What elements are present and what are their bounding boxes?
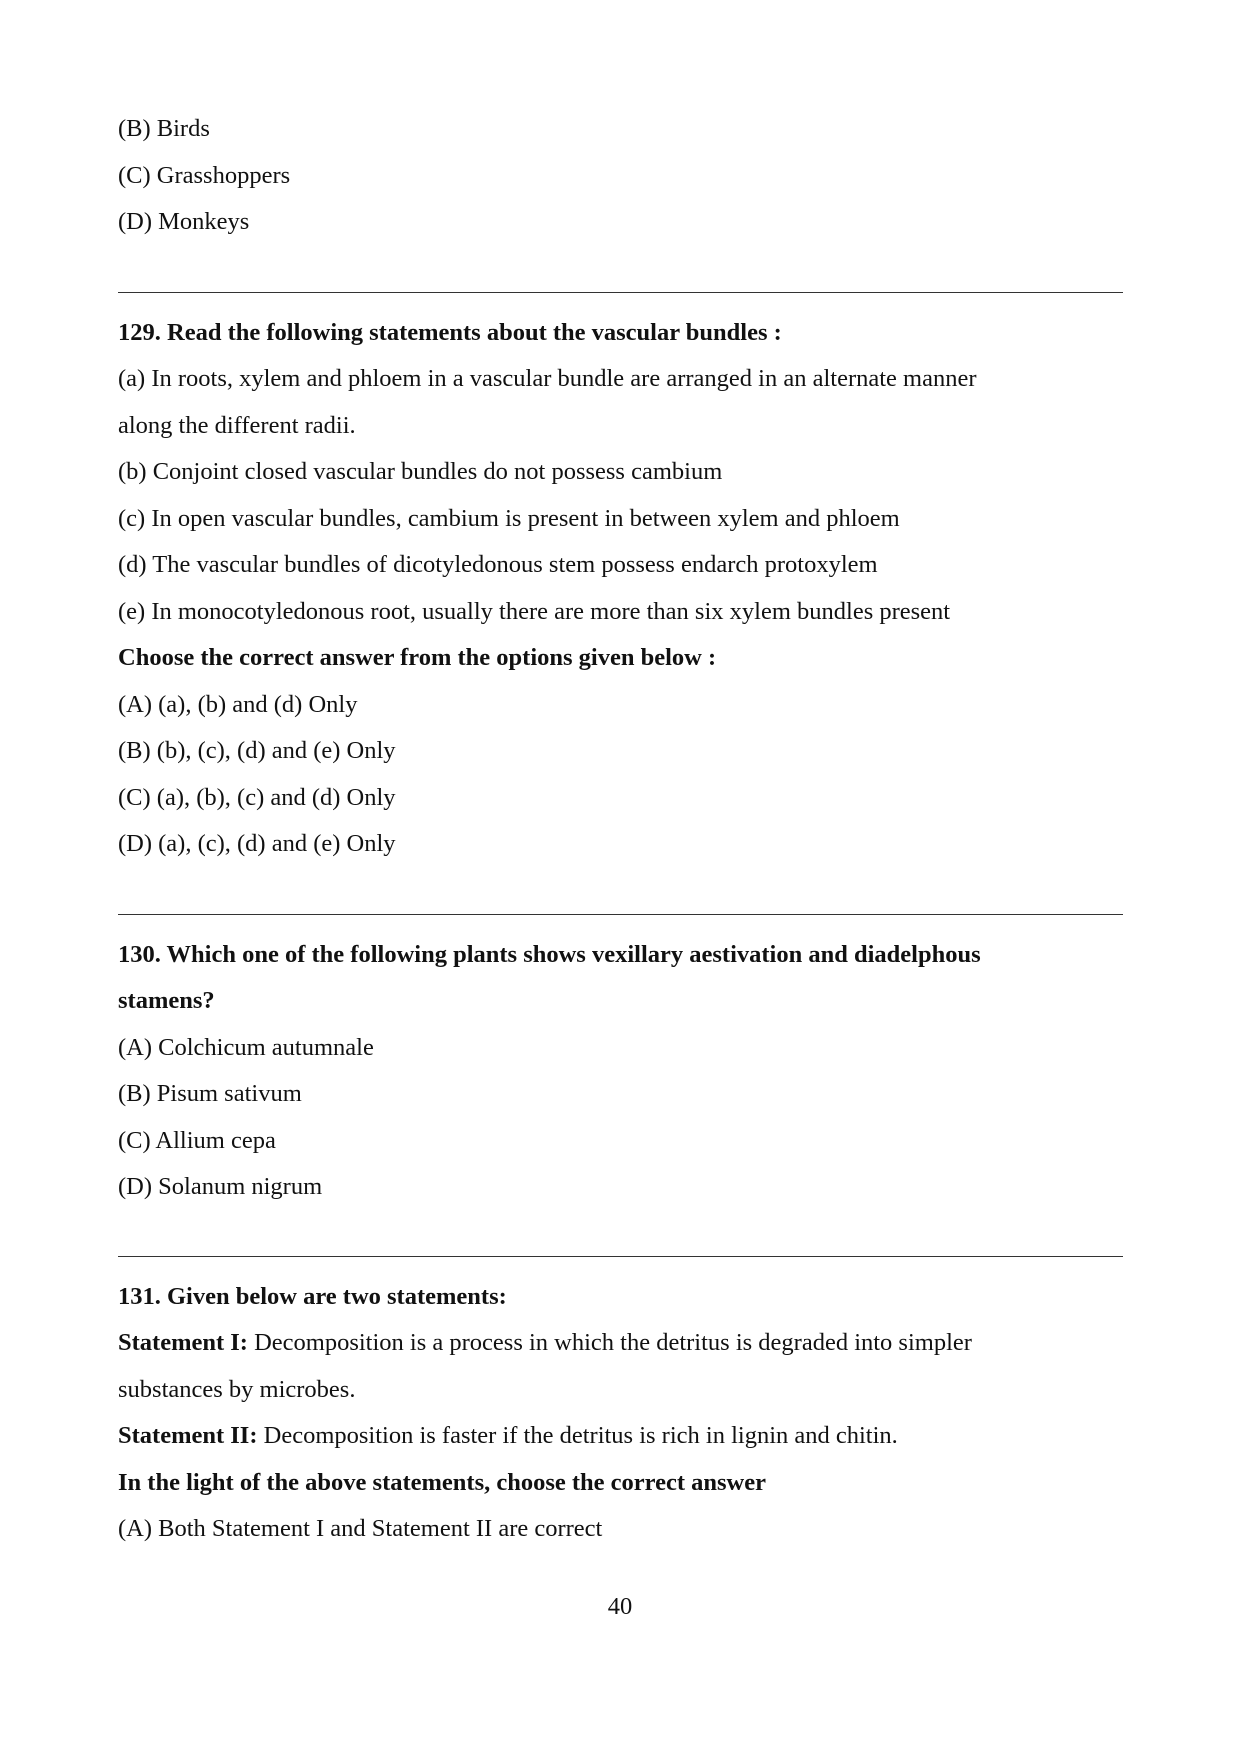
q129-option-c: (C) (a), (b), (c) and (d) Only [118, 784, 396, 811]
q129-statement-e: (e) In monocotyledonous root, usually there are more than six xylem bundles present [118, 598, 951, 625]
prev-option-b: (B) Birds [118, 115, 210, 142]
q129-statement-c: (c) In open vascular bundles, cambium is present in between xylem and phloem [118, 505, 900, 532]
q129-statement-a-cont: along the different radii. [118, 412, 356, 439]
q129-option-a: (A) (a), (b) and (d) Only [118, 691, 358, 718]
q129-statement-b: (b) Conjoint closed vascular bundles do not possess cambium [118, 458, 723, 485]
q131-option-a: (A) Both Statement I and Statement II are correct [118, 1515, 603, 1542]
statement-1-text: Decomposition is a process in which the detritus is degraded into simpler [247, 1329, 972, 1356]
divider [118, 1256, 1123, 1257]
divider [118, 914, 1123, 915]
statement-1-label: Statement I: [118, 1329, 248, 1356]
q129-statement-d: (d) The vascular bundles of dicotyledonous stem possess endarch protoxylem [118, 551, 878, 578]
q129-statement-a: (a) In roots, xylem and phloem in a vascular bundle are arranged in an alternate manner [118, 365, 977, 392]
q130-option-b: (B) Pisum sativum [118, 1080, 302, 1107]
q130-option-a: (A) Colchicum autumnale [118, 1034, 374, 1061]
q130-title: 130. Which one of the following plants shows vexillary aestivation and diadelphous [118, 941, 981, 968]
q130-option-c: (C) Allium cepa [118, 1127, 276, 1154]
divider [118, 292, 1123, 293]
q129-instruction: Choose the correct answer from the options given below : [118, 644, 717, 671]
q131-title: 131. Given below are two statements: [118, 1283, 507, 1310]
page-number: 40 [607, 1593, 633, 1620]
q130-option-d: (D) Solanum nigrum [118, 1173, 323, 1200]
q131-statement-1-cont: substances by microbes. [118, 1376, 356, 1403]
q131-instruction: In the light of the above statements, choose the correct answer [118, 1469, 766, 1496]
statement-2-text: Decomposition is faster if the detritus is rich in lignin and chitin. [257, 1422, 898, 1449]
q130-title-cont: stamens? [118, 987, 215, 1014]
statement-2-label: Statement II: [118, 1422, 258, 1449]
prev-option-d: (D) Monkeys [118, 208, 250, 235]
q129-option-b: (B) (b), (c), (d) and (e) Only [118, 737, 396, 764]
q129-title: 129. Read the following statements about the vascular bundles : [118, 319, 782, 346]
q131-statement-1 [118, 1328, 972, 1358]
q129-option-d: (D) (a), (c), (d) and (e) Only [118, 830, 396, 857]
prev-option-c: (C) Grasshoppers [118, 162, 291, 189]
q131-statement-2 [118, 1421, 898, 1451]
